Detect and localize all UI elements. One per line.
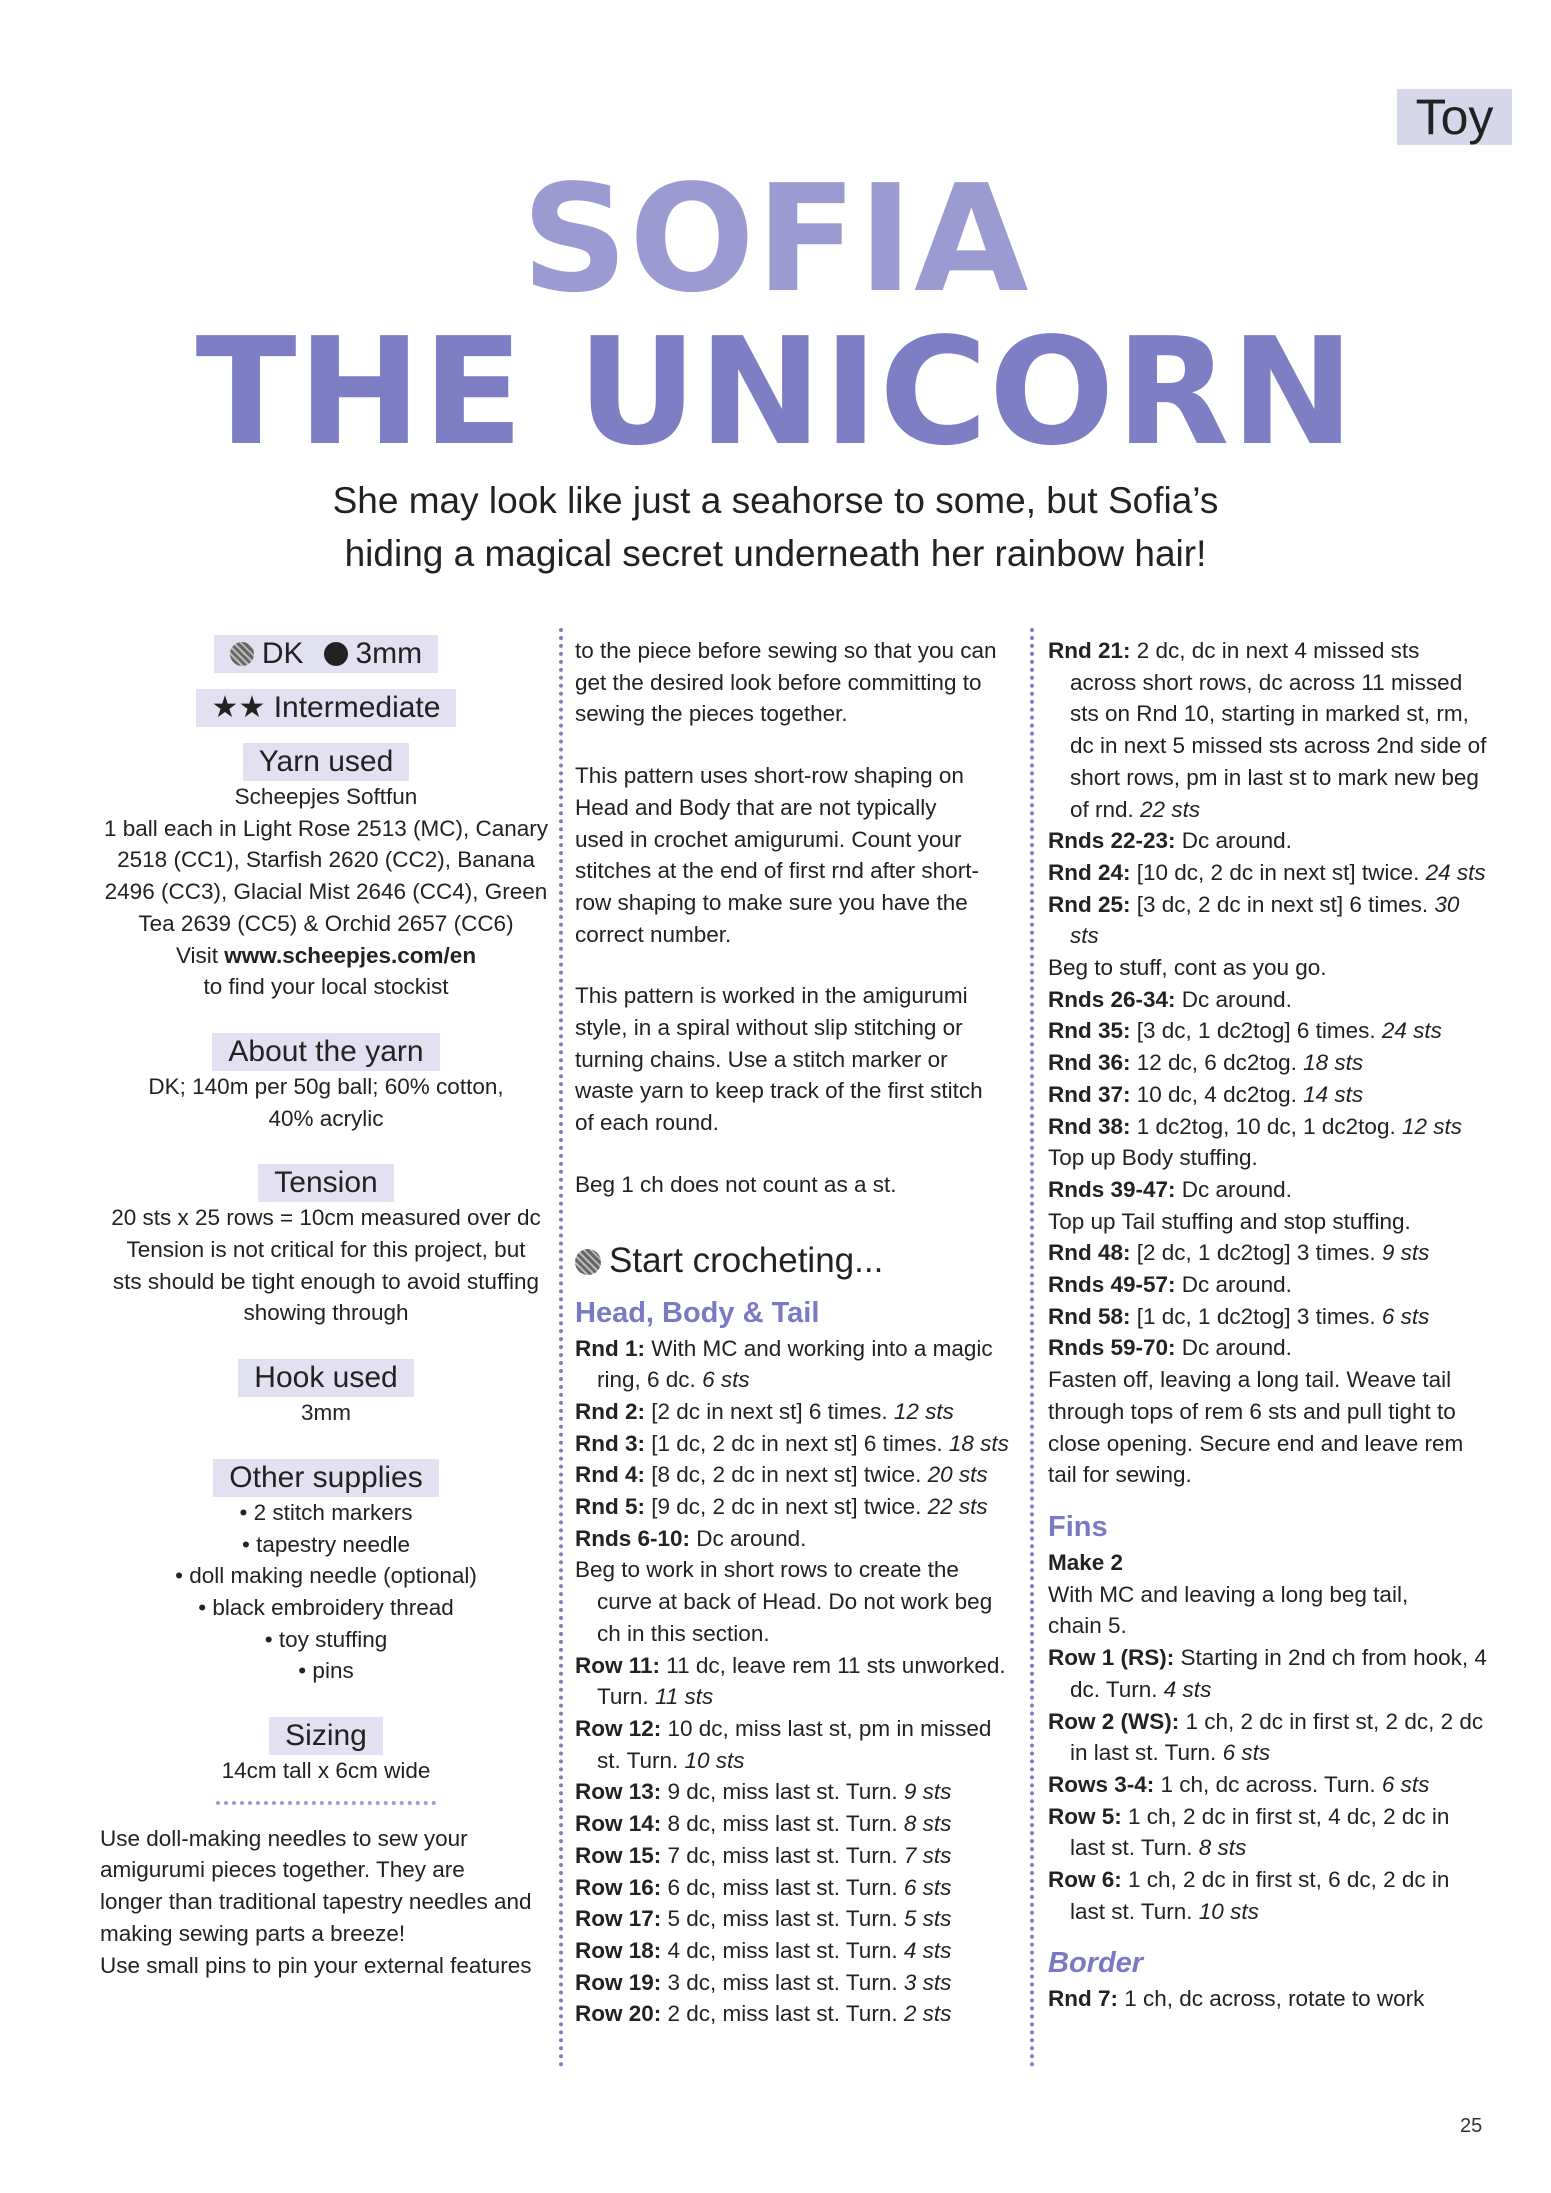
row-text: 5 dc, miss last st. Turn.: [661, 1906, 904, 1932]
row-text: 12 dc, 6 dc2tog.: [1130, 1050, 1304, 1076]
stitch-count: 6 sts: [1222, 1740, 1271, 1766]
row-text: 1 ch, dc across. Turn.: [1154, 1771, 1382, 1797]
row-label: Row 11:: [575, 1652, 661, 1678]
row-label: Rnds 39-47:: [1048, 1176, 1176, 1202]
row-label: Row 5:: [1048, 1803, 1122, 1829]
yarn-weight: DK: [261, 637, 304, 670]
tip-line: Use small pins to pin your external features: [100, 1952, 532, 1978]
text-line: sewing the pieces together.: [575, 701, 848, 727]
row-label: Row 13:: [575, 1779, 662, 1805]
supply-item: • toy stuffing: [264, 1626, 388, 1652]
style-paragraph: [575, 980, 1015, 1139]
stitch-count: 6 sts: [1381, 1771, 1430, 1797]
instruction-row: [575, 1523, 1015, 1555]
row-text: Beg to stuff, cont as you go.: [1048, 955, 1327, 981]
row-text: [8 dc, 2 dc in next st] twice.: [645, 1462, 928, 1488]
row-text: [3 dc, 2 dc in next st] 6 times.: [1130, 891, 1435, 917]
supply-item: • pins: [298, 1658, 354, 1684]
row-text: 4 dc, miss last st. Turn.: [661, 1937, 904, 1963]
instruction-row: [575, 1967, 1015, 1999]
instruction-row: [1048, 1047, 1488, 1079]
dotted-divider: [216, 1801, 436, 1805]
border-heading: Border: [1048, 1947, 1144, 1980]
row-label: Rnd 21:: [1048, 638, 1131, 663]
hook-heading: Hook used: [238, 1359, 413, 1397]
row-label: Row 16:: [575, 1874, 662, 1900]
row-text: Dc around.: [1175, 1272, 1292, 1298]
row-label: Rnd 35:: [1048, 1018, 1131, 1044]
page-number: 25: [1460, 2115, 1483, 2137]
row-text: 3 dc, miss last st. Turn.: [661, 1969, 904, 1995]
stitch-count: 24 sts: [1381, 1018, 1442, 1044]
instruction-row: [1048, 1642, 1488, 1705]
stockist-link[interactable]: www.scheepjes.com/en: [224, 942, 477, 968]
row-text: Beg to work in short rows to create the curve at back of Head. Do not work beg ch in this section.: [575, 1557, 993, 1646]
row-text: 11 dc, leave rem 11 sts unworked. Turn.: [597, 1652, 1006, 1710]
yarn-line: Tea 2639 (CC5) & Orchid 2657 (CC6): [138, 910, 514, 936]
text-line: Head and Body that are not typically: [575, 794, 937, 820]
beg-note: Beg 1 ch does not count as a st.: [575, 1171, 897, 1197]
tension-line: 20 sts x 25 rows = 10cm measured over dc: [111, 1205, 541, 1231]
tension-line: sts should be tight enough to avoid stuffing: [112, 1268, 540, 1294]
fins-heading: Fins: [1048, 1510, 1108, 1543]
row-text: 2 dc, dc in next 4 missed sts across short rows, dc across 11 missed sts on Rnd 10, starting in marked st, rm, dc in next 5 missed sts across 2nd side of short rows, pm in last st to mark new beg of rnd.: [1070, 638, 1487, 822]
instruction-row: [1048, 1332, 1488, 1364]
row-label: Rows 3-4:: [1048, 1771, 1155, 1797]
instruction-row: [1048, 984, 1488, 1016]
instruction-row: [575, 1428, 1015, 1460]
row-label: Rnds 6-10:: [575, 1525, 691, 1551]
stitch-count: 10 sts: [1198, 1898, 1259, 1924]
row-text: Dc around.: [1175, 1335, 1292, 1361]
row-label: Rnd 37:: [1048, 1081, 1131, 1107]
row-text: [1 dc, 1 dc2tog] 3 times.: [1130, 1303, 1382, 1329]
instruction-row: [1048, 1706, 1488, 1769]
row-text: Dc around.: [690, 1525, 807, 1551]
row-label: Rnd 48:: [1048, 1240, 1131, 1266]
row-label: Rnd 36:: [1048, 1050, 1131, 1076]
tip-line: amigurumi pieces together. They are: [100, 1857, 465, 1883]
tension-heading: Tension: [258, 1164, 393, 1202]
text-line: row shaping to make sure you have the: [575, 889, 968, 915]
supply-item: • tapestry needle: [242, 1531, 410, 1557]
category-tag: Toy: [1397, 89, 1512, 145]
row-text: Dc around.: [1175, 1176, 1292, 1202]
row-text: [10 dc, 2 dc in next st] twice.: [1130, 859, 1426, 885]
stitch-count: 4 sts: [1163, 1676, 1212, 1702]
instruction-row: [1048, 1983, 1488, 2015]
intro-paragraph: [575, 635, 1015, 730]
instruction-row: [1048, 825, 1488, 857]
tip-line: making sewing parts a breeze!: [100, 1920, 406, 1946]
stitch-count: 6 sts: [1381, 1303, 1430, 1329]
instruction-row: [575, 1554, 1015, 1649]
yarn-line: 1 ball each in Light Rose 2513 (MC), Canary: [104, 815, 548, 841]
stitch-count: 18 sts: [948, 1430, 1009, 1456]
visit-suffix: to find your local stockist: [203, 974, 449, 1000]
instruction-row: [575, 1491, 1015, 1523]
stitch-count: 10 sts: [684, 1747, 745, 1773]
instruction-row: [1048, 1206, 1488, 1238]
start-heading-text: Start crocheting...: [609, 1240, 884, 1280]
tension-line: showing through: [243, 1300, 409, 1326]
hook-icon: [324, 642, 348, 666]
row-text: 2 dc, miss last st. Turn.: [661, 2001, 904, 2027]
row-text: 6 dc, miss last st. Turn.: [661, 1874, 904, 1900]
text-line: get the desired look before committing to: [575, 669, 982, 695]
row-text: 8 dc, miss last st. Turn.: [661, 1811, 904, 1837]
row-label: Row 6:: [1048, 1867, 1122, 1893]
text-line: through tops of rem 6 sts and pull tight to: [1048, 1398, 1456, 1424]
text-line: turning chains. Use a stitch marker or: [575, 1046, 948, 1072]
row-text: Top up Tail stuffing and stop stuffing.: [1048, 1208, 1411, 1234]
row-text: 1 ch, 2 dc in first st, 6 dc, 2 dc in last st. Turn.: [1070, 1867, 1450, 1924]
sizing-value: 14cm tall x 6cm wide: [221, 1758, 431, 1784]
instruction-row: [575, 1650, 1015, 1713]
stitch-count: 2 sts: [903, 2001, 952, 2027]
instruction-row: [1048, 857, 1488, 889]
text-line: This pattern is worked in the amigurumi: [575, 983, 968, 1009]
text-line: This pattern uses short-row shaping on: [575, 763, 964, 789]
row-text: Dc around.: [1175, 986, 1292, 1012]
column-divider: [1030, 628, 1034, 2068]
instruction-list: [1048, 635, 1488, 1364]
row-label: Row 2 (WS):: [1048, 1708, 1180, 1734]
stitch-count: 18 sts: [1303, 1050, 1364, 1076]
row-label: Row 15:: [575, 1842, 662, 1868]
instruction-row: [1048, 952, 1488, 984]
instruction-row: [575, 1713, 1015, 1776]
instruction-row: [1048, 1174, 1488, 1206]
instruction-row: [1048, 635, 1488, 825]
row-label: Rnd 58:: [1048, 1303, 1131, 1329]
stitch-count: 22 sts: [927, 1494, 988, 1520]
row-label: Row 14:: [575, 1811, 662, 1837]
instruction-row: [575, 1396, 1015, 1428]
stitch-count: 4 sts: [903, 1937, 952, 1963]
stitch-count: 6 sts: [702, 1367, 750, 1393]
stitch-count: 22 sts: [1140, 796, 1201, 822]
stitch-count: 8 sts: [1198, 1835, 1247, 1861]
text-line: stitches at the end of first rnd after short-: [575, 858, 979, 884]
intro-line: hiding a magical secret underneath her rainbow hair!: [344, 533, 1207, 574]
text-line: correct number.: [575, 921, 732, 947]
difficulty-badge: [196, 689, 457, 727]
intro-text: [0, 474, 1551, 580]
instruction-list: [575, 1333, 1015, 2030]
hook-value: 3mm: [301, 1400, 351, 1426]
instruction-row: [1048, 1142, 1488, 1174]
instruction-list: [1048, 1983, 1488, 2015]
about-line: 40% acrylic: [268, 1105, 384, 1131]
instruction-row: [1048, 1015, 1488, 1047]
supplies-heading: Other supplies: [213, 1459, 438, 1497]
row-label: Rnds 26-34:: [1048, 986, 1176, 1012]
stitch-count: 7 sts: [903, 1842, 952, 1868]
hook-size: 3mm: [355, 637, 423, 670]
row-label: Rnd 7:: [1048, 1986, 1118, 2012]
yarn-line: 2518 (CC1), Starfish 2620 (CC2), Banana: [117, 847, 535, 873]
row-label: Rnd 3:: [575, 1430, 645, 1456]
instruction-row: [1048, 889, 1488, 952]
tip-line: longer than traditional tapestry needles and: [100, 1889, 532, 1915]
weight-hook-badge: [214, 635, 438, 673]
row-label: Row 20:: [575, 2001, 662, 2027]
row-label: Rnd 24:: [1048, 859, 1131, 885]
text-line: waste yarn to keep track of the first stitch: [575, 1078, 983, 1104]
start-crocheting-heading: [575, 1237, 1015, 1285]
row-label: Row 17:: [575, 1906, 662, 1932]
stitch-count: 11 sts: [654, 1684, 714, 1710]
row-text: [9 dc, 2 dc in next st] twice.: [645, 1494, 928, 1520]
instruction-row: [575, 1903, 1015, 1935]
stitch-count: 24 sts: [1425, 859, 1486, 885]
row-text: [3 dc, 1 dc2tog] 6 times.: [1130, 1018, 1382, 1044]
instruction-row: [575, 1333, 1015, 1396]
row-text: [2 dc in next st] 6 times.: [645, 1398, 894, 1424]
text-line: used in crochet amigurumi. Count your: [575, 826, 962, 852]
instruction-row: [1048, 1269, 1488, 1301]
row-label: Rnds 49-57:: [1048, 1272, 1176, 1298]
instruction-row: [575, 1808, 1015, 1840]
row-text: Starting in 2nd ch from hook, 4 dc. Turn.: [1070, 1645, 1487, 1702]
supply-item: • doll making needle (optional): [175, 1563, 477, 1589]
text-line: close opening. Secure end and leave rem: [1048, 1430, 1464, 1456]
tip-line: Use doll-making needles to sew your: [100, 1825, 468, 1851]
text-line: to the piece before sewing so that you can: [575, 638, 997, 663]
stitch-count: 12 sts: [1401, 1113, 1462, 1139]
about-line: DK; 140m per 50g ball; 60% cotton,: [148, 1073, 504, 1099]
row-text: 10 dc, miss last st, pm in missed st. Turn.: [597, 1715, 992, 1773]
pattern-column-3: [1048, 635, 1488, 2015]
column-divider: [559, 628, 563, 2068]
stitch-count: 12 sts: [893, 1398, 954, 1424]
yarn-line: Scheepjes Softfun: [234, 784, 418, 809]
stitch-count: 14 sts: [1303, 1081, 1364, 1107]
difficulty-stars: ★★: [211, 691, 266, 724]
row-text: 1 ch, 2 dc in first st, 4 dc, 2 dc in last st. Turn.: [1070, 1803, 1450, 1861]
shaping-paragraph: [575, 760, 1015, 950]
instruction-row: [1048, 1301, 1488, 1333]
about-yarn-heading: About the yarn: [212, 1033, 439, 1071]
stitch-count: 9 sts: [1381, 1240, 1430, 1266]
row-text: Dc around.: [1175, 828, 1292, 854]
instruction-row: [575, 1935, 1015, 1967]
instruction-row: [575, 1776, 1015, 1808]
row-label: Rnds 22-23:: [1048, 828, 1176, 854]
difficulty-label: Intermediate: [273, 691, 441, 724]
instruction-row: [575, 1840, 1015, 1872]
visit-prefix: Visit: [175, 942, 225, 968]
yarn-ball-icon: [230, 642, 254, 666]
row-label: Rnd 1:: [575, 1335, 645, 1361]
row-text: 10 dc, 4 dc2tog.: [1130, 1081, 1304, 1107]
row-text: 1 ch, 2 dc in first st, 2 dc, 2 dc in last st. Turn.: [1070, 1708, 1484, 1766]
title-line-1: SOFIA: [521, 153, 1030, 325]
row-text: [1 dc, 2 dc in next st] 6 times.: [645, 1430, 949, 1456]
text-line: style, in a spiral without slip stitching or: [575, 1015, 963, 1041]
row-label: Rnd 5:: [575, 1494, 645, 1520]
row-text: 1 ch, dc across, rotate to work: [1118, 1986, 1425, 2012]
pattern-column-2: [575, 635, 1015, 2030]
sizing-heading: Sizing: [269, 1717, 383, 1755]
row-label: Rnd 4:: [575, 1462, 645, 1488]
section-heading: Head, Body & Tail: [575, 1296, 820, 1329]
row-label: Rnd 25:: [1048, 891, 1131, 917]
row-label: Row 12:: [575, 1715, 662, 1741]
row-label: Rnd 2:: [575, 1398, 645, 1424]
instruction-row: [575, 1872, 1015, 1904]
row-label: Row 19:: [575, 1969, 662, 1995]
row-text: [2 dc, 1 dc2tog] 3 times.: [1130, 1240, 1382, 1266]
instruction-row: [1048, 1801, 1488, 1864]
stitch-count: 8 sts: [903, 1811, 952, 1837]
row-label: Rnd 38:: [1048, 1113, 1131, 1139]
row-label: Rnds 59-70:: [1048, 1335, 1176, 1361]
instruction-row: [1048, 1864, 1488, 1927]
tension-line: Tension is not critical for this project, but: [126, 1237, 526, 1263]
row-text: 1 dc2tog, 10 dc, 1 dc2tog.: [1130, 1113, 1402, 1139]
yarn-ball-icon: [575, 1249, 601, 1275]
stitch-count: 6 sts: [903, 1874, 952, 1900]
instruction-row: [575, 1998, 1015, 2030]
pattern-info-sidebar: [100, 635, 552, 1981]
row-text: With MC and working into a magic ring, 6 dc.: [597, 1335, 993, 1393]
text-line: of each round.: [575, 1110, 719, 1136]
row-label: Row 18:: [575, 1937, 662, 1963]
instruction-row: [1048, 1079, 1488, 1111]
instruction-row: [1048, 1237, 1488, 1269]
supply-item: • black embroidery thread: [198, 1594, 454, 1620]
text-line: tail for sewing.: [1048, 1462, 1192, 1488]
stitch-count: 9 sts: [903, 1779, 952, 1805]
row-text: Top up Body stuffing.: [1048, 1145, 1258, 1171]
yarn-heading: Yarn used: [243, 743, 410, 781]
fins-intro: With MC and leaving a long beg tail, chain 5.: [1048, 1581, 1409, 1639]
intro-line: She may look like just a seahorse to some, but Sofia’s: [332, 480, 1219, 521]
supplies-list: [100, 1497, 552, 1687]
make-count: Make 2: [1048, 1549, 1124, 1575]
row-text: 7 dc, miss last st. Turn.: [661, 1842, 904, 1868]
yarn-line: 2496 (CC3), Glacial Mist 2646 (CC4), Green: [104, 879, 548, 905]
instruction-row: [1048, 1769, 1488, 1801]
supply-item: • 2 stitch markers: [239, 1499, 413, 1525]
stitch-count: 5 sts: [903, 1906, 952, 1932]
title-line-2: THE UNICORN: [195, 306, 1356, 478]
text-line: Fasten off, leaving a long tail. Weave tail: [1048, 1367, 1452, 1393]
row-text: 9 dc, miss last st. Turn.: [661, 1779, 904, 1805]
stitch-count: 20 sts: [927, 1462, 988, 1488]
stitch-count: 30 sts: [1070, 891, 1460, 949]
tip-text: [100, 1823, 552, 1982]
instruction-row: [1048, 1111, 1488, 1143]
instruction-list: [1048, 1642, 1488, 1927]
stitch-count: 3 sts: [903, 1969, 952, 1995]
instruction-row: [575, 1459, 1015, 1491]
row-label: Row 1 (RS):: [1048, 1645, 1175, 1671]
yarn-details: [100, 781, 552, 1003]
fasten-off-paragraph: [1048, 1364, 1488, 1491]
